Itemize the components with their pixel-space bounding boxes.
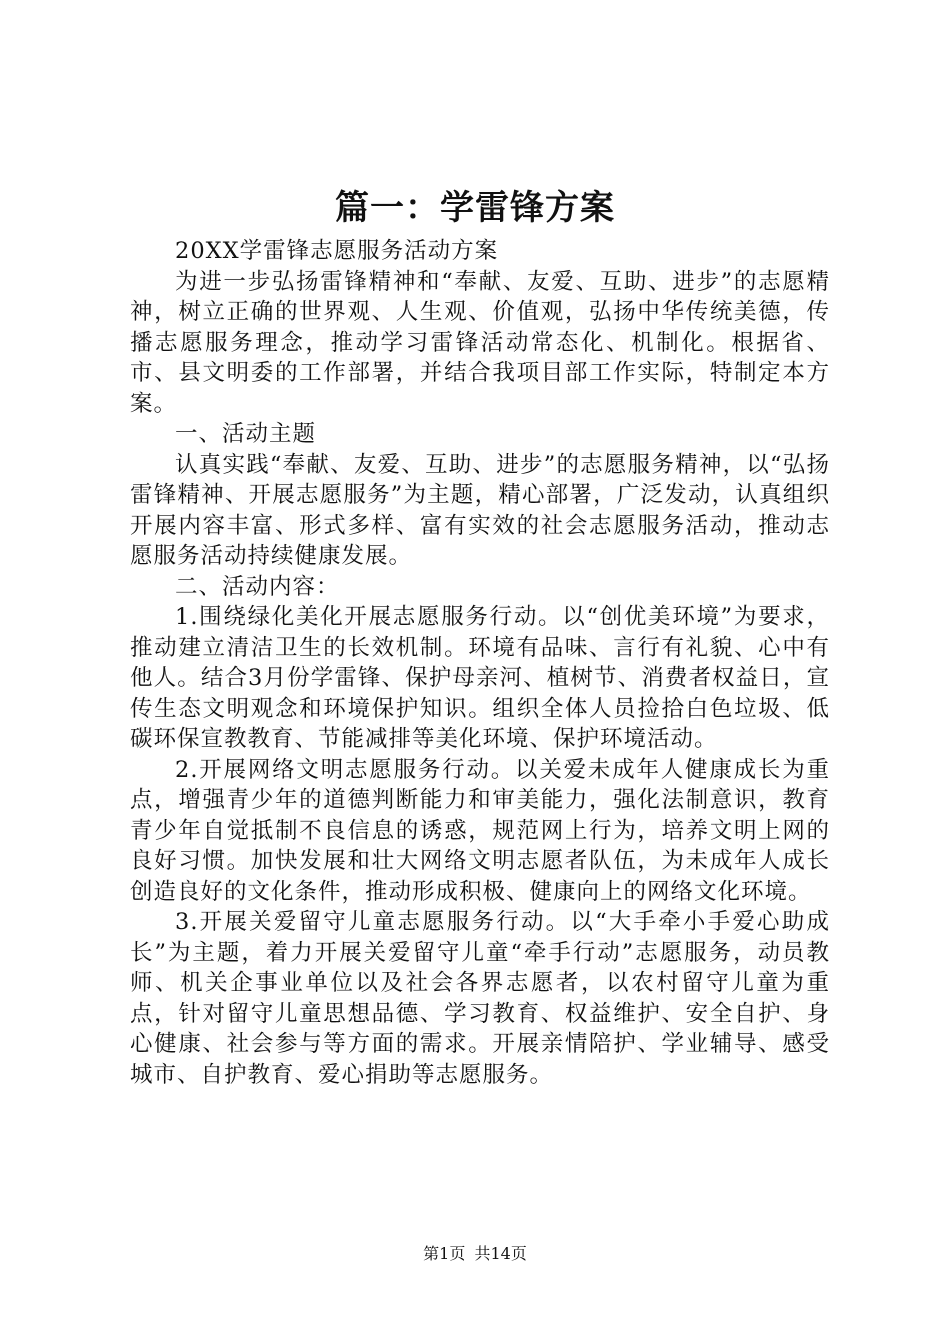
paragraph-item-1: 1.围绕绿化美化开展志愿服务行动。以“创优美环境”为要求，推动建立清洁卫生的长效机制。环境有品味、言行有礼貌、心中有他人。结合3月份学雷锋、保护母亲河、植树节、消费者权益日，宣传生态文明观念和环境保护知识。组织全体人员捡拾白色垃圾、低碳环保宣教教育、节能减排等美化环境、保护环境活动。 xyxy=(130,604,830,752)
page-number: 第1页 xyxy=(423,1244,466,1263)
document-title: 篇一：学雷锋方案 xyxy=(335,188,615,228)
document-subtitle: 20XX学雷锋志愿服务活动方案 xyxy=(175,238,499,264)
document-body xyxy=(130,236,830,1090)
section-heading-content: 二、活动内容： xyxy=(175,573,340,600)
page-total: 共14页 xyxy=(474,1244,527,1263)
section-heading-theme: 一、活动主题 xyxy=(175,421,317,447)
paragraph-intro: 为进一步弘扬雷锋精神和“奉献、友爱、互助、进步”的志愿精神，树立正确的世界观、人生观、价值观，弘扬中华传统美德，传播志愿服务理念，推动学习雷锋活动常态化、机制化。根据省、市、县文明委的工作部署，并结合我项目部工作实际，特制定本方案。 xyxy=(130,268,830,417)
page-footer xyxy=(0,1243,950,1265)
paragraph-item-3: 3.开展关爱留守儿童志愿服务行动。以“大手牵小手爱心助成长”为主题，着力开展关爱留守儿童“牵手行动”志愿服务，动员教师、机关企事业单位以及社会各界志愿者，以农村留守儿童为重点，针对留守儿童思想品德、学习教育、权益维护、安全自护、身心健康、社会参与等方面的需求。开展亲情陪护、学业辅导、感受城市、自护教育、爱心捐助等志愿服务。 xyxy=(130,909,830,1088)
paragraph-item-2: 2.开展网络文明志愿服务行动。以关爱未成年人健康成长为重点，增强青少年的道德判断能力和审美能力，强化法制意识，教育青少年自觉抵制不良信息的诱惑，规范网上行为，培养文明上网的良好习惯。加快发展和壮大网络文明志愿者队伍，为未成年人成长创造良好的文化条件，推动形成积极、健康向上的网络文化环境。 xyxy=(130,756,830,905)
paragraph-theme: 认真实践“奉献、友爱、互助、进步”的志愿服务精神，以“弘扬雷锋精神、开展志愿服务”为主题，精心部署，广泛发动，认真组织开展内容丰富、形式多样、富有实效的社会志愿服务活动，推动志愿服务活动持续健康发展。 xyxy=(130,451,830,569)
